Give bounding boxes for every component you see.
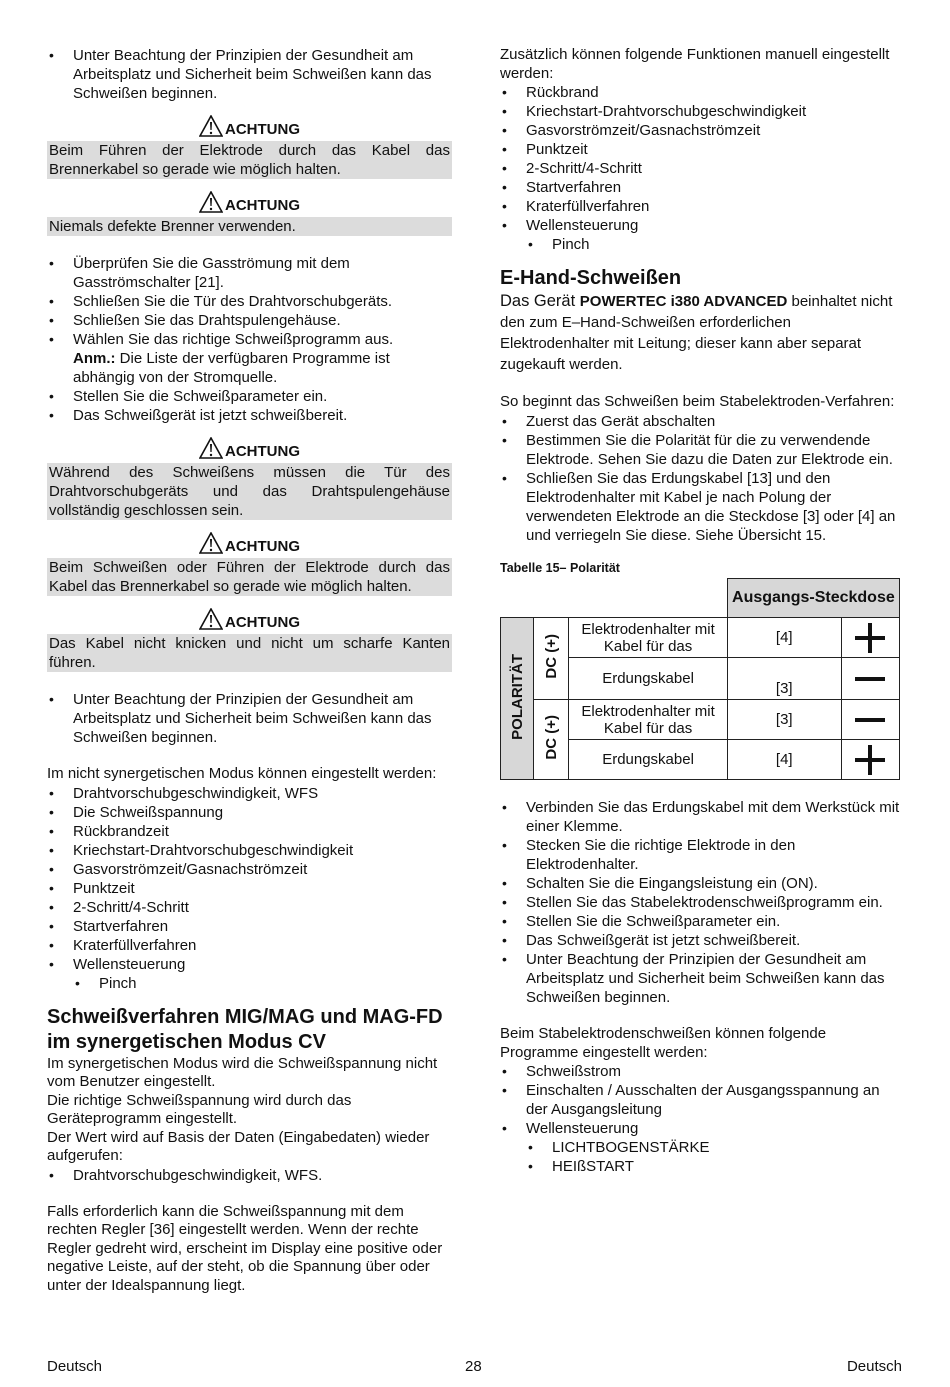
list-item: • Stellen Sie die Schweißparameter ein.: [500, 912, 902, 931]
list-subitem: • LICHTBOGENSTÄRKE: [500, 1138, 902, 1157]
list-item: • Startverfahren: [500, 178, 902, 197]
list-item: • Die Schweißspannung: [47, 803, 452, 822]
warning-box: [47, 191, 452, 236]
section-heading: Schweißverfahren MIG/MAG und MAG-FD im synergetischen Modus CV: [47, 1005, 443, 1053]
list-item: • Drahtvorschubgeschwindigkeit, WFS.: [47, 1166, 452, 1185]
list-item: • Unter Beachtung der Prinzipien der Gesundheit am Arbeitsplatz und Sicherheit beim Schweißen kann das Schweißen beginnen.: [47, 690, 452, 747]
list-item: • Einschalten / Ausschalten der Ausgangsspannung an der Ausgangsleitung: [500, 1081, 902, 1119]
warning-text: Beim Führen der Elektrode durch das Kabel das Brennerkabel so gerade wie möglich halten.: [49, 142, 450, 178]
table-cell: Elektrodenhalter mit Kabel für das: [569, 618, 727, 658]
list-item: • Verbinden Sie das Erdungskabel mit dem Werkstück mit einer Klemme.: [500, 798, 902, 836]
synergic-list: [47, 1166, 452, 1185]
list-item: • Kriechstart-Drahtvorschubgeschwindigkeit: [47, 841, 452, 860]
manual-functions-list: [500, 83, 902, 254]
list-item: • Kraterfüllverfahren: [47, 936, 452, 955]
warning-label: ACHTUNG: [225, 121, 300, 138]
footer-language-right: Deutsch: [846, 1358, 902, 1375]
right-column: [500, 46, 902, 1176]
list-item: • Schließen Sie das Drahtspulengehäuse.: [47, 311, 452, 330]
list-item: • Gasvorströmzeit/Gasnachströmzeit: [47, 860, 452, 879]
plus-icon: [853, 743, 887, 777]
list-item: • Startverfahren: [47, 917, 452, 936]
warning-label: ACHTUNG: [225, 443, 300, 460]
list-item: • Gasvorströmzeit/Gasnachströmzeit: [500, 121, 902, 140]
warning-label: ACHTUNG: [225, 538, 300, 555]
list-item: • Wellensteuerung: [500, 1119, 902, 1138]
note-text: Die Liste der verfügbaren Programme ist abhängig von der Stromquelle.: [73, 350, 390, 386]
stick-steps-list: [500, 798, 902, 1007]
list-item: • Drahtvorschubgeschwindigkeit, WFS: [47, 784, 452, 803]
warning-label: ACHTUNG: [225, 614, 300, 631]
list-item: • Stellen Sie das Stabelektrodenschweißprogramm ein.: [500, 893, 902, 912]
list-item: • 2-Schritt/4-Schritt: [47, 898, 452, 917]
list-item: • Wellensteuerung: [47, 955, 452, 974]
paragraph: Die richtige Schweißspannung wird durch das Geräteprogramm eingestellt.: [47, 1091, 352, 1127]
warning-box: [47, 532, 452, 596]
preparation-list: [47, 254, 452, 425]
warning-triangle-icon: [199, 608, 223, 630]
section-heading: E-Hand-Schweißen: [500, 267, 682, 289]
list-item: • Punktzeit: [47, 879, 452, 898]
intro-paragraph: Das Gerät POWERTEC i380 ADVANCED beinhaltet nicht den zum E–Hand-Schweißen erforderlichen Elektrodenhalter mit Leitung; dieser kann aber separat zugekauft werden.: [500, 292, 893, 373]
warning-text: Das Kabel nicht knicken und nicht um scharfe Kanten führen.: [49, 635, 450, 671]
stick-start-list: [500, 412, 902, 545]
stick-programs-list: [500, 1062, 902, 1176]
list-item: • Unter Beachtung der Prinzipien der Gesundheit am Arbeitsplatz und Sicherheit beim Schweißen kann das Schweißen beginnen.: [500, 950, 902, 1007]
dc-label: DC (+): [534, 618, 569, 700]
list-item: • Punktzeit: [500, 140, 902, 159]
table-cell: Elektrodenhalter mit Kabel für das: [569, 700, 727, 740]
list-item: • Schließen Sie das Erdungskabel [13] und den Elektrodenhalter mit Kabel je nach Polung der verwendeten Elektrode an die Steckdose [3] oder [4] an und verriegeln Sie diese. Siehe Übersicht 15.: [500, 469, 902, 545]
list-item: • Kriechstart-Drahtvorschubgeschwindigkeit: [500, 102, 902, 121]
dc-label: DC (+): [534, 700, 569, 780]
table-cell: [4]: [727, 740, 841, 780]
paragraph: Beim Stabelektrodenschweißen können folgende Programme eingestellt werden:: [500, 1025, 827, 1061]
left-column: [47, 46, 452, 1295]
polarity-table: [500, 578, 900, 781]
warning-box: [47, 115, 452, 179]
list-item: • Schweißstrom: [500, 1062, 902, 1081]
warning-triangle-icon: [199, 437, 223, 459]
list-subitem: • HEIßSTART: [500, 1157, 902, 1176]
list-item: • Kraterfüllverfahren: [500, 197, 902, 216]
warning-triangle-icon: [199, 115, 223, 137]
warning-text: Während des Schweißens müssen die Tür des Drahtvorschubgeräts und das Drahtspulengehäuse vollständig geschlossen sein.: [49, 464, 450, 519]
page-number: 28: [465, 1358, 482, 1375]
list-subitem: • Pinch: [500, 235, 902, 254]
list-item: • Das Schweißgerät ist jetzt schweißbereit.: [500, 931, 902, 950]
list-item: • Bestimmen Sie die Polarität für die zu verwendende Elektrode. Sehen Sie dazu die Daten zur Elektrode ein.: [500, 431, 902, 469]
table-cell: [3]: [727, 700, 841, 740]
model-name: POWERTEC i380 ADVANCED: [579, 293, 788, 310]
paragraph: Im synergetischen Modus wird die Schweißspannung nicht vom Benutzer eingestellt.: [47, 1054, 438, 1090]
list-item: • Überprüfen Sie die Gasströmung mit dem Gasströmschalter [21].: [47, 254, 452, 292]
warning-box: [47, 437, 452, 520]
start-welding-list: [47, 46, 452, 103]
list-item: • Zuerst das Gerät abschalten: [500, 412, 902, 431]
paragraph: So beginnt das Schweißen beim Stabelektroden-Verfahren:: [500, 393, 895, 410]
table-cell: [4]: [727, 618, 841, 658]
polarity-group-label: POLARITÄT: [501, 618, 534, 780]
list-item: • Unter Beachtung der Prinzipien der Gesundheit am Arbeitsplatz und Sicherheit beim Schweißen kann das Schweißen beginnen.: [47, 46, 452, 103]
list-item: • Stecken Sie die richtige Elektrode in den Elektrodenhalter.: [500, 836, 902, 874]
list-item: • Rückbrand: [500, 83, 902, 102]
list-item: • Stellen Sie die Schweißparameter ein.: [47, 387, 452, 406]
paragraph: Falls erforderlich kann die Schweißspannung mit dem rechten Regler [36] eingestellt werden. Wenn der rechte Regler gedreht wird, erscheint im Display eine positive oder negative Leiste, auf der steht, ob die Spannung über oder unter der Idealspannung liegt.: [47, 1202, 443, 1294]
list-item: • Wellensteuerung: [500, 216, 902, 235]
nonsynergic-list: [47, 784, 452, 993]
warning-text: Beim Schweißen oder Führen der Elektrode durch das Kabel das Brennerkabel so gerade wie möglich halten.: [49, 559, 450, 595]
plus-icon: [853, 621, 887, 655]
minus-icon: [853, 710, 887, 730]
nonsynergic-intro: Im nicht synergetischen Modus können eingestellt werden:: [47, 765, 437, 782]
warning-triangle-icon: [199, 191, 223, 213]
warning-label: ACHTUNG: [225, 197, 300, 214]
paragraph: Zusätzlich können folgende Funktionen manuell eingestellt werden:: [500, 46, 890, 82]
table-cell: Erdungskabel: [569, 658, 727, 700]
warning-box: [47, 608, 452, 672]
table-cell: Erdungskabel: [569, 740, 727, 780]
table-cell: [3]: [727, 658, 841, 700]
list-item: • 2-Schritt/4-Schritt: [500, 159, 902, 178]
list-item: • Schließen Sie die Tür des Drahtvorschubgeräts.: [47, 292, 452, 311]
list-item: • Rückbrandzeit: [47, 822, 452, 841]
start-welding-list: [47, 690, 452, 747]
table-caption: Tabelle 15– Polarität: [500, 560, 620, 575]
warning-text: Niemals defekte Brenner verwenden.: [47, 217, 452, 236]
list-item: • Schalten Sie die Eingangsleistung ein (ON).: [500, 874, 902, 893]
list-item: • Das Schweißgerät ist jetzt schweißbereit.: [47, 406, 452, 425]
table-header: Ausgangs-Steckdose: [727, 578, 899, 618]
list-subitem: • Pinch: [47, 974, 452, 993]
footer-language-left: Deutsch: [47, 1358, 103, 1375]
note-label: Anm.:: [73, 350, 116, 367]
paragraph: Der Wert wird auf Basis der Daten (Eingabedaten) wieder aufgerufen:: [47, 1128, 430, 1164]
warning-triangle-icon: [199, 532, 223, 554]
minus-icon: [853, 669, 887, 689]
list-item: • Wählen Sie das richtige Schweißprogramm aus. Anm.: Die Liste der verfügbaren Programme ist abhängig von der Stromquelle.: [47, 330, 452, 387]
